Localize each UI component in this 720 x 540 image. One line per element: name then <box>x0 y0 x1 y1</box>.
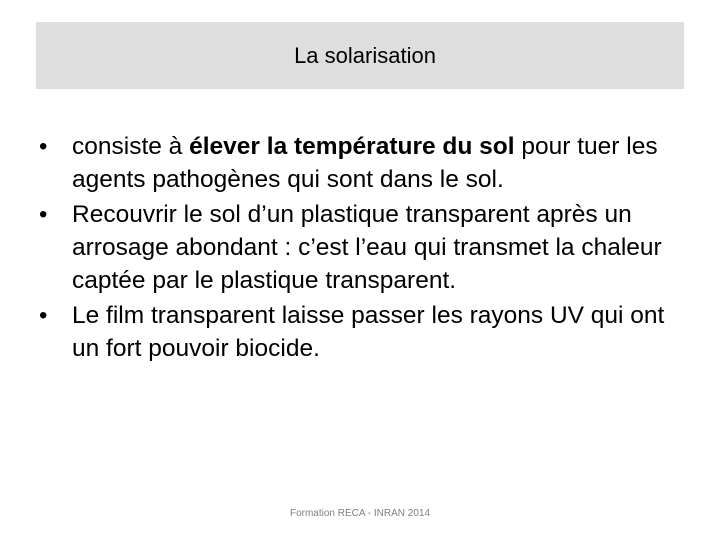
title-bar <box>36 22 684 89</box>
slide-footer: Formation RECA - INRAN 2014 <box>289 508 431 519</box>
bullet-item-1 <box>36 130 696 196</box>
bullet-list <box>36 130 696 367</box>
bullet-item-3 <box>36 299 696 365</box>
bullet-text-part: pour tuer les agents pathogènes qui sont dans le sol. <box>72 133 658 193</box>
bullet-dot: • <box>39 133 48 160</box>
bullet-text-bold: élever la température du sol <box>189 133 515 160</box>
bullet-dot: • <box>39 201 48 228</box>
bullet-text-part: consiste à <box>72 133 190 160</box>
bullet-text: Le film transparent laisse passer les rayons UV qui ont un fort pouvoir biocide. <box>72 302 665 362</box>
bullet-dot: • <box>39 302 48 329</box>
bullet-text: Recouvrir le sol d’un plastique transparent après un arrosage abondant : c’est l’eau qui transmet la chaleur captée par le plastique transparent. <box>72 201 662 294</box>
bullet-item-2 <box>36 198 696 297</box>
slide-title: La solarisation <box>294 42 436 68</box>
